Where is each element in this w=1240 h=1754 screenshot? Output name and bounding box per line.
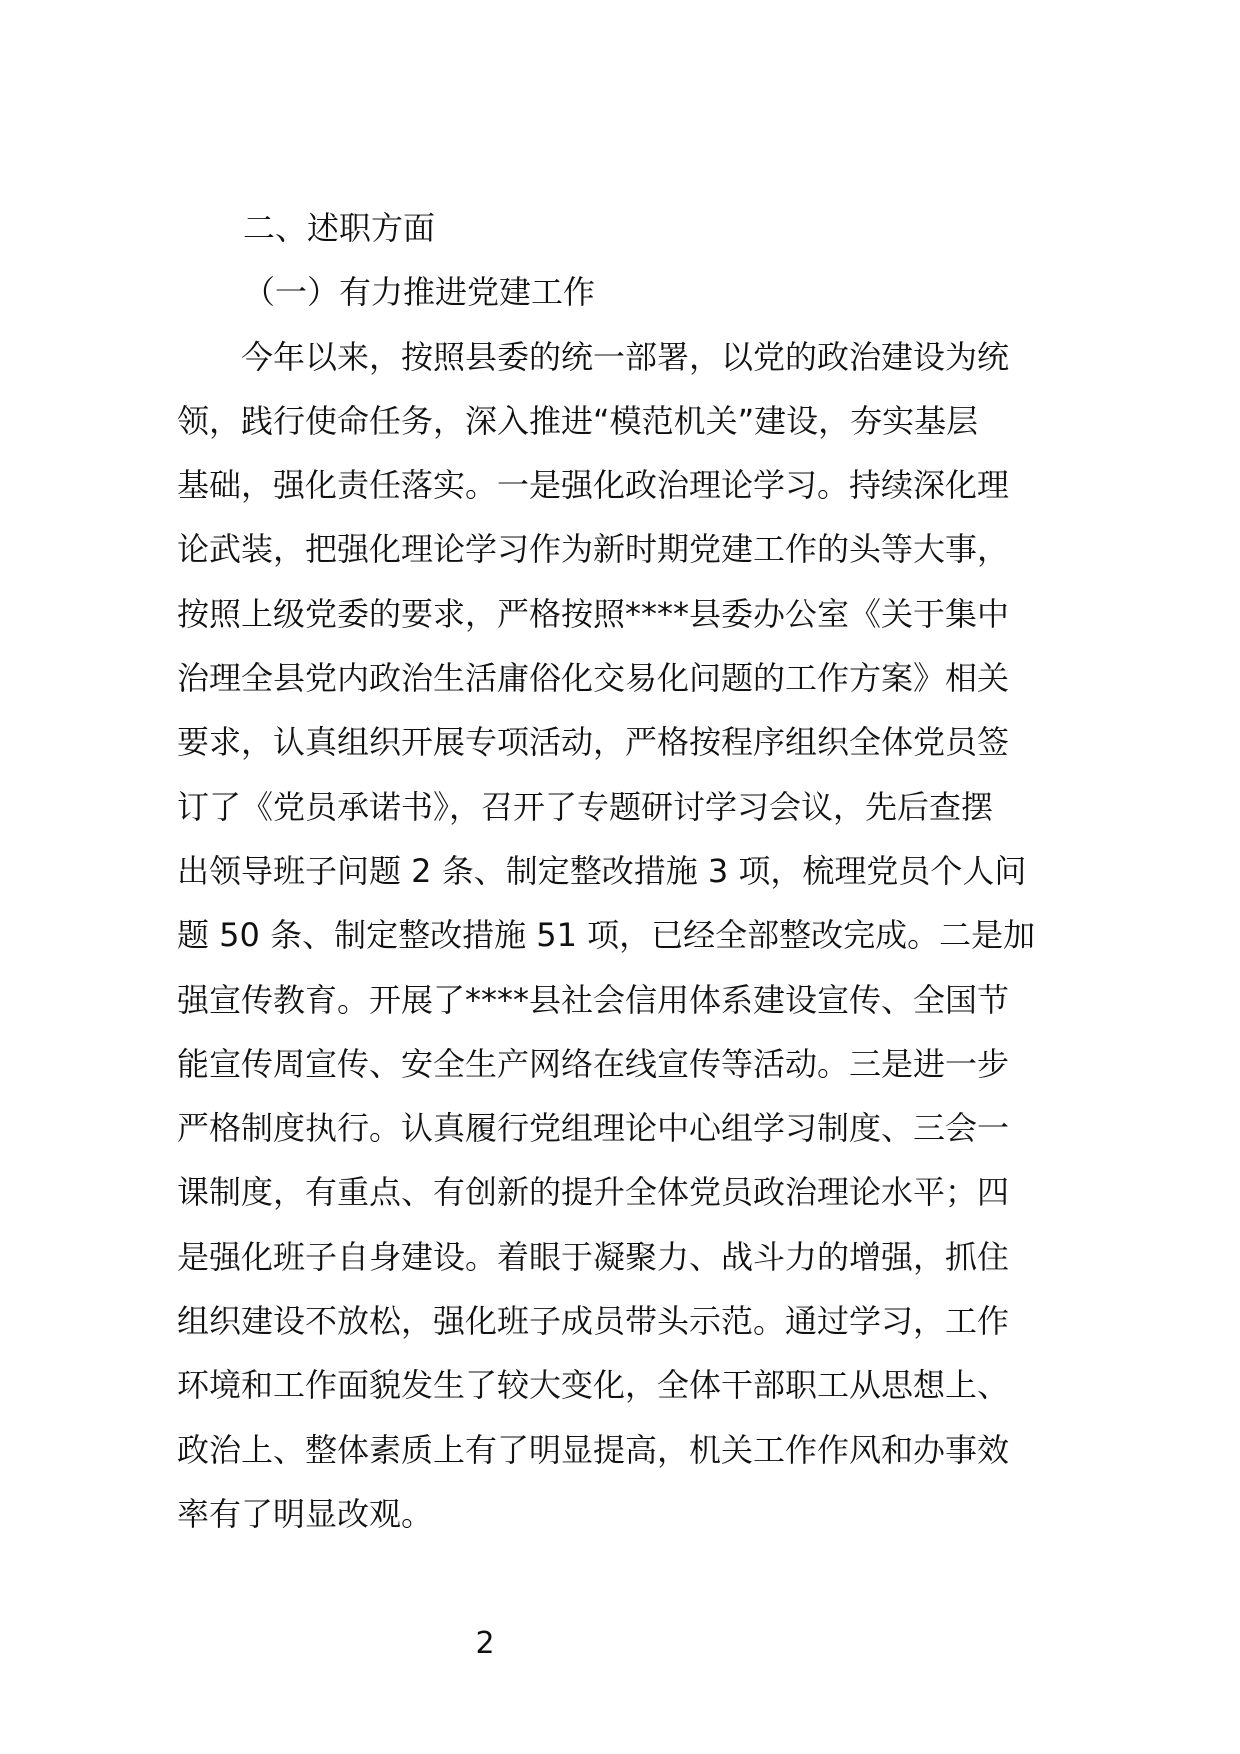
subheading: （一）有力推进党建工作 [243,273,596,312]
page-number: 2 [475,1626,495,1661]
paragraph-line: 订了《党员承诺书》，召开了专题研讨学习会议，先后查摆 [177,787,994,826]
paragraph-line: 严格制度执行。认真履行党组理论中心组学习制度、三会一 [177,1109,1010,1148]
paragraph-line: 要求，认真组织开展专项活动，严格按程序组织全体党员签 [177,723,1010,762]
paragraph-line: 是强化班子自身建设。着眼于凝聚力、战斗力的增强，抓住 [177,1237,1010,1276]
paragraph-line: 领，践行使命任务，深入推进“模范机关”建设，夯实基层 [177,401,979,440]
paragraph-line: 能宣传周宣传、安全生产网络在线宣传等活动。三是进一步 [177,1044,1010,1083]
paragraph-line: 题 50 条、制定整改措施 51 项，已经全部整改完成。二是加 [177,916,1036,955]
paragraph-line: 率有了明显改观。 [177,1494,434,1533]
section-heading: 二、述职方面 [243,209,436,247]
paragraph-line: 环境和工作面貌发生了较大变化，全体干部职工从思想上、 [177,1366,1010,1405]
paragraph-line: 论武装，把强化理论学习作为新时期党建工作的头等大事， [177,530,1010,569]
paragraph-line: 课制度，有重点、有创新的提升全体党员政治理论水平；四 [177,1173,1010,1212]
paragraph-line: 政治上、整体素质上有了明显提高，机关工作作风和办事效 [177,1430,1010,1469]
body-paragraph [177,325,1073,1547]
paragraph-line: 按照上级党委的要求，严格按照****县委办公室《关于集中 [177,594,1010,633]
paragraph-line: 强宣传教育。开展了****县社会信用体系建设宣传、全国节 [177,980,1010,1019]
paragraph-line: 治理全县党内政治生活庸俗化交易化问题的工作方案》相关 [177,659,1010,698]
paragraph-line: 基础，强化责任落实。一是强化政治理论学习。持续深化理 [177,466,1010,505]
paragraph-line: 出领导班子问题 2 条、制定整改措施 3 项，梳理党员个人问 [177,851,1027,890]
page-content [177,196,1073,1546]
paragraph-line: 组织建设不放松，强化班子成员带头示范。通过学习，工作 [177,1302,1010,1341]
paragraph-line: 今年以来，按照县委的统一部署，以党的政治建设为统 [241,337,1010,376]
